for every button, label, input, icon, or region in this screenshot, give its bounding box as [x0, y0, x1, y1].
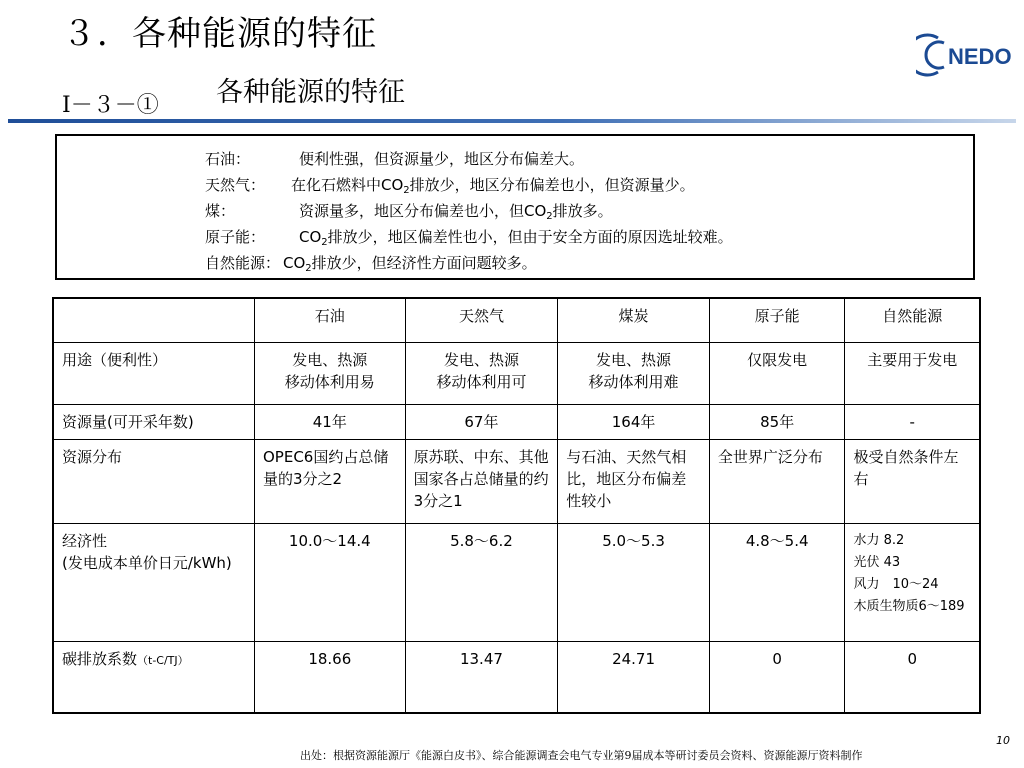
table-cell: 67年	[405, 404, 558, 439]
table-header-cell: 原子能	[709, 298, 845, 342]
table-header-cell	[53, 298, 254, 342]
page-title: ３．各种能源的特征	[62, 14, 377, 54]
table-header-cell: 天然气	[405, 298, 558, 342]
source-note: 出处：根据资源能源厅《能源白皮书》、综合能源调查会电气专业第9届成本等研讨委员会资料、资源能源厅资料制作	[300, 749, 863, 762]
table-cell: 0	[845, 641, 980, 713]
table-header-cell: 煤炭	[558, 298, 710, 342]
table-cell: OPEC6国约占总储量的3分之2	[254, 439, 405, 523]
summary-label: 煤：	[205, 202, 236, 220]
row-label: 经济性 (发电成本单价日元/kWh)	[53, 523, 254, 641]
table-row	[53, 404, 980, 439]
summary-label: 原子能：	[205, 228, 266, 246]
table-cell: 主要用于发电	[845, 342, 980, 404]
row-label: 资源量(可开采年数)	[53, 404, 254, 439]
section-number: Ⅰ－３－①	[62, 93, 159, 118]
summary-row-nuclear	[205, 224, 733, 250]
table-header-cell: 石油	[254, 298, 405, 342]
table-row	[53, 439, 980, 523]
row-label: 资源分布	[53, 439, 254, 523]
table-cell: 原苏联、中东、其他国家各占总储量的约3分之1	[405, 439, 558, 523]
table-header-row	[53, 298, 980, 342]
nedo-logo	[916, 30, 1016, 80]
summary-row-renewable	[205, 250, 733, 276]
table-cell: 4.8～5.4	[709, 523, 845, 641]
table-cell: 13.47	[405, 641, 558, 713]
table-row	[53, 641, 980, 713]
summary-text: $CO_2$排放少，但经济性方面问题较多。	[283, 254, 537, 274]
table-cell: 5.8～6.2	[405, 523, 558, 641]
summary-text: 资源量多，地区分布偏差也小，但$CO_2$排放多。	[299, 202, 613, 222]
header-divider	[8, 119, 1016, 123]
logo-text: NEDO	[948, 44, 1012, 69]
table-cell: 全世界广泛分布	[709, 439, 845, 523]
table-cell: 水力 8.2 光伏 43 风力 10～24 木质生物质6～189	[845, 523, 980, 641]
table-cell: 10.0～14.4	[254, 523, 405, 641]
page-subtitle: 各种能源的特征	[216, 77, 405, 108]
table-cell: 164年	[558, 404, 710, 439]
summary-label: 石油：	[205, 150, 251, 168]
table-cell: 41年	[254, 404, 405, 439]
table-header-cell: 自然能源	[845, 298, 980, 342]
summary-box	[55, 134, 975, 280]
summary-row-gas	[205, 172, 733, 198]
table-cell: 发电、热源 移动体利用难	[558, 342, 710, 404]
row-label: 用途（便利性）	[53, 342, 254, 404]
summary-text: 便利性强，但资源量少，地区分布偏差大。	[299, 150, 585, 168]
table-cell: 85年	[709, 404, 845, 439]
table-cell: 与石油、天然气相比，地区分布偏差性较小	[558, 439, 710, 523]
table-cell: -	[845, 404, 980, 439]
summary-text: $CO_2$排放少，地区偏差性也小，但由于安全方面的原因选址较难。	[299, 228, 733, 248]
row-label: 碳排放系数（t-C/TJ）	[53, 641, 254, 713]
table-cell: 0	[709, 641, 845, 713]
energy-comparison-table	[52, 297, 981, 714]
table-cell: 5.0～5.3	[558, 523, 710, 641]
unit-label: （t-C/TJ）	[137, 653, 189, 667]
summary-label: 天然气：	[205, 176, 266, 194]
table-row	[53, 523, 980, 641]
page-number: 10	[996, 734, 1010, 747]
summary-text: 在化石燃料中$CO_2$排放少，地区分布偏差也小，但资源量少。	[291, 176, 695, 196]
table-cell: 发电、热源 移动体利用易	[254, 342, 405, 404]
table-cell: 18.66	[254, 641, 405, 713]
summary-row-oil	[205, 146, 733, 172]
summary-row-coal	[205, 198, 733, 224]
table-row	[53, 342, 980, 404]
table-cell: 发电、热源 移动体利用可	[405, 342, 558, 404]
summary-label: 自然能源：	[205, 254, 281, 272]
table-cell: 仅限发电	[709, 342, 845, 404]
table-cell: 极受自然条件左右	[845, 439, 980, 523]
table-cell: 24.71	[558, 641, 710, 713]
